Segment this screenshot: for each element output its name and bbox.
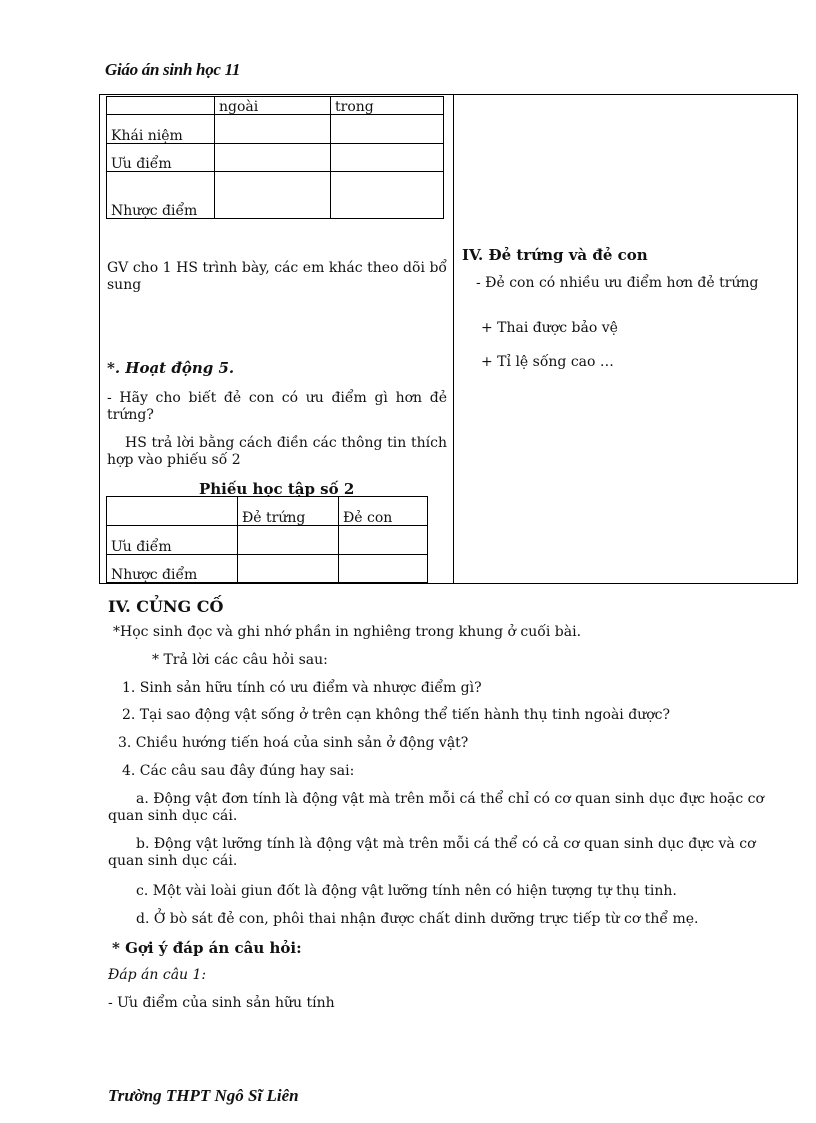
answer-line: - Ưu điểm của sinh sản hữu tính	[108, 995, 335, 1011]
question-item: 3. Chiều hướng tiến hoá của sinh sản ở động vật?	[118, 735, 469, 751]
answer-label: Đáp án câu 1:	[108, 967, 207, 983]
question-item: 1. Sinh sản hữu tính có ưu điểm và nhược điểm gì?	[122, 680, 482, 696]
table-cell	[339, 555, 428, 583]
table-row	[107, 497, 428, 526]
table-cell: Khái niệm	[107, 115, 215, 144]
table-cell	[215, 115, 331, 144]
activity-question: - Hãy cho biết đẻ con có ưu điểm gì hơn đẻ trứng?	[107, 390, 447, 423]
table-cell	[215, 172, 331, 219]
answer-hint-title: * Gợi ý đáp án câu hỏi:	[112, 939, 302, 957]
worksheet-table	[106, 496, 428, 583]
question-item: 4. Các câu sau đây đúng hay sai:	[122, 763, 355, 779]
table-cell	[238, 526, 339, 555]
question-statement: d. Ở bò sát đẻ con, phôi thai nhận được chất dinh dưỡng trực tiếp từ cơ thể mẹ.	[136, 911, 699, 927]
table-cell	[331, 115, 444, 144]
table-cell	[331, 172, 444, 219]
table-cell	[107, 497, 238, 526]
table-cell: Ưu điểm	[107, 144, 215, 172]
worksheet-title: Phiếu học tập số 2	[199, 480, 355, 498]
table-row	[107, 144, 444, 172]
question-statement: c. Một vài loài giun đốt là động vật lưỡng tính nên có hiện tượng tự thụ tinh.	[136, 883, 677, 899]
consolidation-line: *Học sinh đọc và ghi nhớ phần in nghiêng trong khung ở cuối bài.	[113, 624, 582, 640]
table-row	[107, 526, 428, 555]
section-title-reproduction: IV. Đẻ trứng và đẻ con	[462, 246, 648, 264]
activity-title: *. Hoạt động 5.	[107, 359, 235, 377]
column-divider	[453, 94, 454, 584]
table-cell: Nhược điểm	[107, 172, 215, 219]
consolidation-title: IV. CỦNG CỐ	[108, 597, 224, 616]
table-cell: Ưu điểm	[107, 526, 238, 555]
advantage-subpoint-1: + Thai được bảo vệ	[481, 320, 618, 336]
table-cell	[215, 144, 331, 172]
table-cell: Đẻ trứng	[238, 497, 339, 526]
answer-instruction: HS trả lời bằng cách điền các thông tin thích hợp vào phiếu số 2	[107, 435, 447, 468]
table-cell	[238, 555, 339, 583]
table-cell: trong	[331, 97, 444, 115]
document-header: Giáo án sinh học 11	[105, 60, 241, 79]
table-row	[107, 115, 444, 144]
table-cell	[339, 526, 428, 555]
question-statement: a. Động vật đơn tính là động vật mà trên mỗi cá thể chỉ có cơ quan sinh dục đực hoặc cơ quan sinh dục cái.	[108, 791, 764, 824]
table-cell: Nhược điểm	[107, 555, 238, 583]
table-cell: Đẻ con	[339, 497, 428, 526]
table-row	[107, 97, 444, 115]
advantage-point: - Đẻ con có nhiều ưu điểm hơn đẻ trứng	[476, 275, 759, 291]
table-cell: ngoài	[215, 97, 331, 115]
document-footer: Trường THPT Ngô Sĩ Liên	[108, 1086, 299, 1105]
consolidation-line: * Trả lời các câu hỏi sau:	[152, 652, 328, 668]
question-item: 2. Tại sao động vật sống ở trên cạn không thể tiến hành thụ tinh ngoài được?	[122, 707, 670, 723]
table-cell	[107, 97, 215, 115]
advantage-subpoint-2: + Tỉ lệ sống cao …	[481, 354, 614, 370]
teacher-instruction: GV cho 1 HS trình bày, các em khác theo dõi bổ sung	[107, 260, 447, 293]
table-row	[107, 172, 444, 219]
comparison-table	[106, 96, 444, 219]
question-statement: b. Động vật lưỡng tính là động vật mà trên mỗi cá thể có cả cơ quan sinh dục đực và cơ quan sinh dục cái.	[108, 836, 756, 869]
table-cell	[331, 144, 444, 172]
table-row	[107, 555, 428, 583]
